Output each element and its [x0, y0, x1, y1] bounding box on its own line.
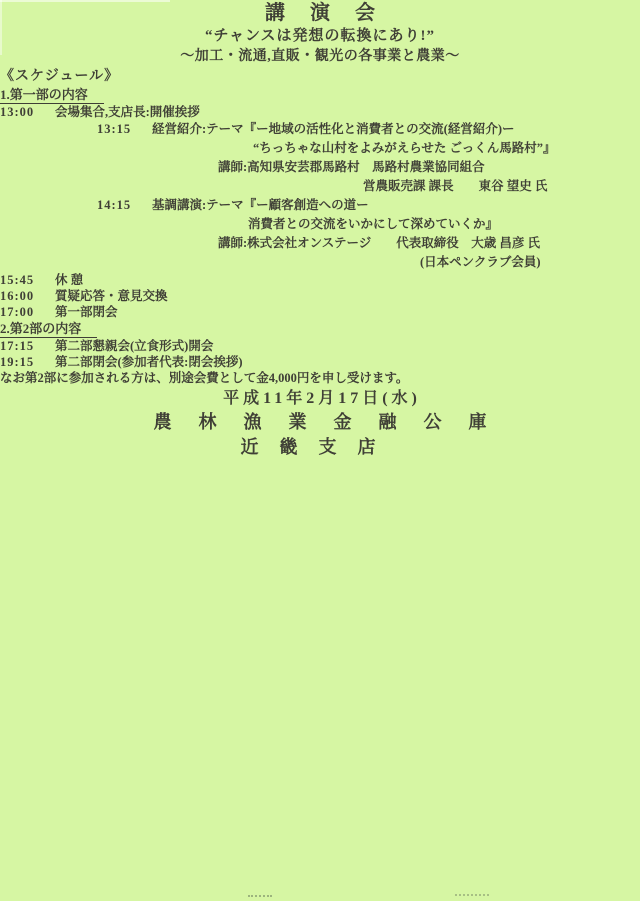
subtitle-topics: 〜加工・流通,直販・観光の各事業と農業〜: [180, 49, 460, 64]
scan-edge-left: [0, 0, 2, 55]
time-label: 19:15: [0, 355, 35, 369]
schedule-row: [97, 120, 640, 139]
scan-edge-top: [0, 0, 170, 2]
schedule-row: [0, 354, 640, 370]
footer-organization: 農林漁業金融公庫: [153, 412, 514, 432]
time-label: 15:45: [0, 273, 35, 287]
activity-text: 休 憩: [55, 273, 84, 287]
part2-heading-text: 2.第2部の内容: [0, 321, 97, 338]
footer-branch: 近畿支店: [240, 437, 397, 457]
lecturer-line: 講師:高知県安芸郡馬路村 馬路村農業協同組合: [218, 160, 485, 174]
part1-heading-text: 1.第一部の内容: [0, 87, 104, 104]
scan-artifact: [248, 895, 272, 897]
time-label: 16:00: [0, 289, 35, 303]
activity-text: 第二部閉会(参加者代表:閉会挨拶): [55, 355, 243, 369]
schedule-row: [0, 338, 640, 354]
fee-note: なお第2部に参加される方は、別途会費として金4,000円を申し受けます。: [0, 371, 409, 385]
schedule-row: [0, 288, 640, 304]
subtitle-catchphrase: “チャンスは発想の転換にあり!”: [204, 28, 436, 44]
theme-continuation-line: 消費者との交流をいかにして深めていくか』: [248, 217, 499, 231]
activity-text: 会場集合,支店長:開催挨拶: [55, 105, 200, 119]
schedule-row: [0, 104, 640, 120]
theme-quote-line: “ちっちゃな山村をよみがえらせた ごっくん馬路村”』: [253, 141, 556, 155]
pen-club-line: (日本ペンクラブ会員): [420, 255, 541, 269]
time-label: 17:00: [0, 305, 35, 319]
page-title: 講演会: [265, 2, 400, 24]
schedule-row: [0, 304, 640, 320]
time-label: 13:00: [0, 105, 35, 119]
activity-text: 第一部閉会: [55, 305, 118, 319]
schedule-heading: 《スケジュール》: [0, 69, 120, 84]
scan-artifact: [455, 894, 489, 896]
part2-heading: [0, 320, 640, 338]
time-label: 17:15: [0, 339, 35, 353]
lecturer-line: 講師:株式会社オンステージ 代表取締役 大歳 昌彦 氏: [218, 236, 541, 250]
activity-text: 第二部懇親会(立食形式)開会: [55, 339, 214, 353]
time-label: 13:15: [97, 122, 132, 136]
schedule-block: [0, 196, 640, 272]
activity-text: 基調講演:テーマ『ー顧客創造への道ー: [152, 198, 369, 212]
activity-text: 経営紹介:テーマ『ー地域の活性化と消費者との交流(経営紹介)ー: [152, 122, 515, 136]
footer-date: 平成11年2月17日(水): [223, 390, 421, 407]
time-label: 14:15: [97, 198, 132, 212]
part1-heading: [0, 86, 640, 104]
schedule-block: [0, 120, 640, 196]
lecturer-name-line: 営農販売課 課長 東谷 望史 氏: [363, 179, 548, 193]
activity-text: 質疑応答・意見交換: [55, 289, 168, 303]
schedule-row: [0, 272, 640, 288]
schedule-row: [97, 196, 640, 215]
